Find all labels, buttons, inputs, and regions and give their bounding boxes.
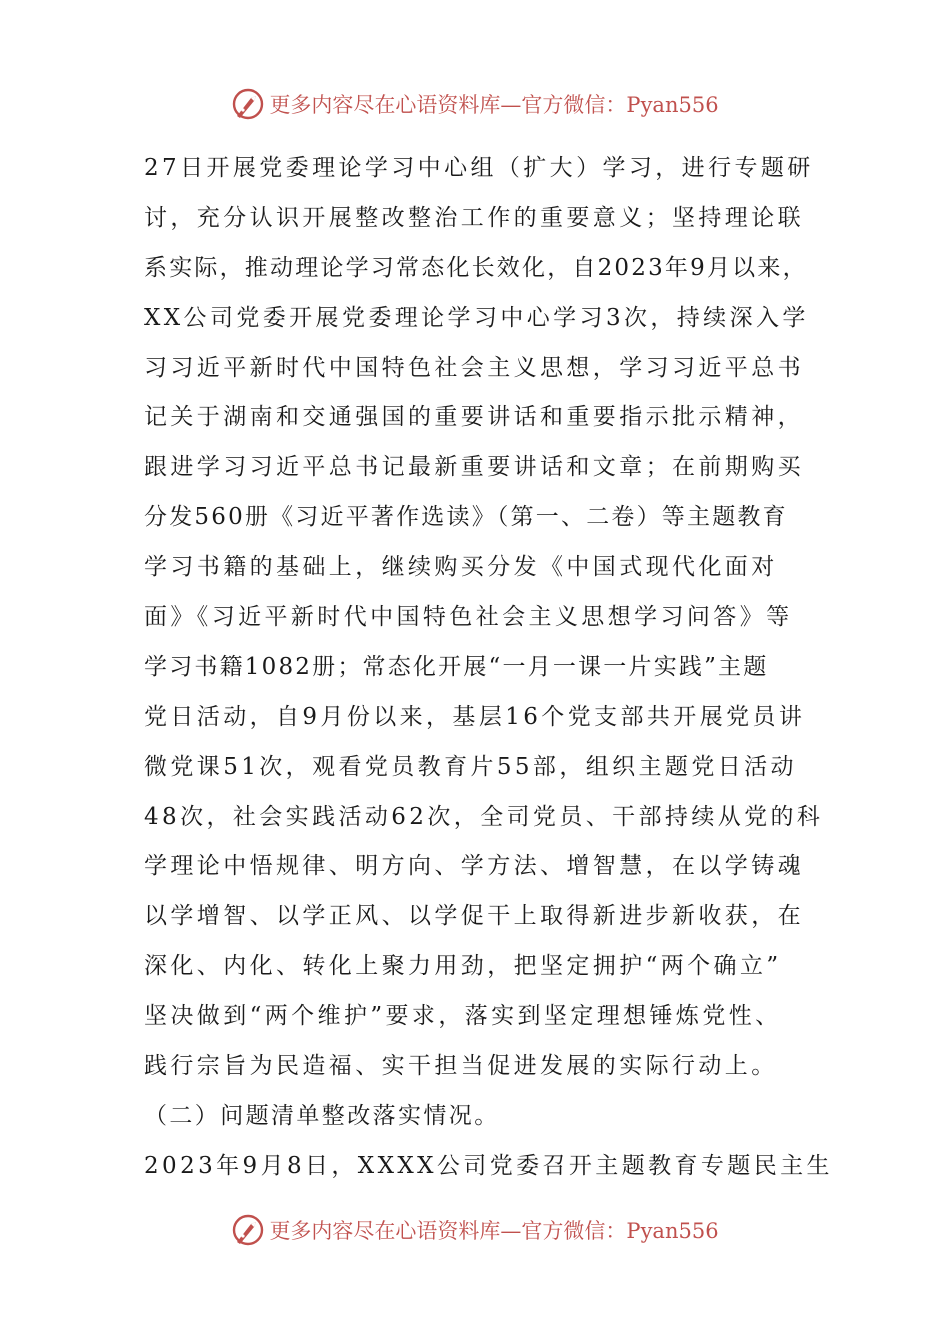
watermark-text-bottom: 更多内容尽在心语资料库—官方微信：Pyan556 <box>269 1219 719 1243</box>
body-line: 学习书籍的基础上，继续购买分发《中国式现代化面对 <box>144 554 778 581</box>
body-line: 微党课51次，观看党员教育片55部，组织主题党日活动 <box>144 753 797 780</box>
body-line: 践行宗旨为民造福、实干担当促进发展的实际行动上。 <box>144 1053 778 1080</box>
body-line: 深化、内化、转化上聚力用劲，把坚定拥护“两个确立” <box>144 953 782 980</box>
pen-nib-circle-icon <box>231 87 265 121</box>
body-line: 分发560册《习近平著作选读》（第一、二卷）等主题教育 <box>144 504 788 531</box>
body-line: 习习近平新时代中国特色社会主义思想，学习习近平总书 <box>144 354 804 381</box>
body-line: 面》《习近平新时代中国特色社会主义思想学习问答》等 <box>144 604 793 631</box>
document-body <box>144 144 833 1192</box>
pen-nib-circle-icon <box>231 1213 265 1247</box>
body-line: 以学增智、以学正风、以学促干上取得新进步新收获，在 <box>144 903 804 930</box>
watermark-banner-bottom <box>0 1210 950 1250</box>
section-heading: （二）问题清单整改落实情况。 <box>144 1102 500 1129</box>
body-line: 2023年9月8日，XXXX公司党委召开主题教育专题民主生 <box>144 1152 833 1179</box>
body-line: 学习书籍1082册；常态化开展“一月一课一片实践”主题 <box>144 653 769 680</box>
body-line: 跟进学习习近平总书记最新重要讲话和文章；在前期购买 <box>144 454 804 481</box>
body-line: 记关于湖南和交通强国的重要讲话和重要指示批示精神， <box>144 404 804 431</box>
watermark-text-top: 更多内容尽在心语资料库—官方微信：Pyan556 <box>269 93 719 117</box>
body-line: 学理论中悟规律、明方向、学方法、增智慧，在以学铸魂 <box>144 853 804 880</box>
body-line: 系实际，推动理论学习常态化长效化，自2023年9月以来， <box>144 254 808 281</box>
body-line: XX公司党委开展党委理论学习中心学习3次，持续深入学 <box>144 304 809 331</box>
body-line: 48次，社会实践活动62次，全司党员、干部持续从党的科 <box>144 803 824 830</box>
body-line: 党日活动，自9月份以来，基层16个党支部共开展党员讲 <box>144 703 806 730</box>
watermark-banner-top <box>0 84 950 124</box>
body-line: 坚决做到“两个维护”要求，落实到坚定理想锤炼党性、 <box>144 1003 782 1030</box>
body-line: 27日开展党委理论学习中心组（扩大）学习，进行专题研 <box>144 155 814 181</box>
body-line: 讨，充分认识开展整改整治工作的重要意义；坚持理论联 <box>144 204 804 231</box>
